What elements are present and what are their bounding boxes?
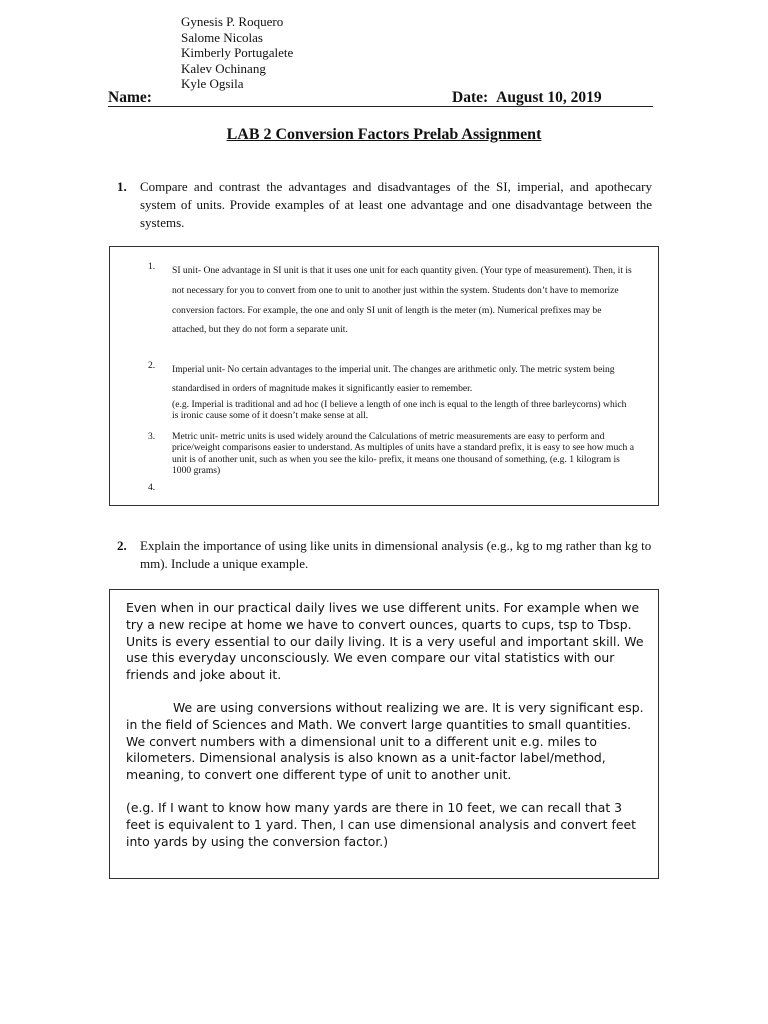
- answer-box-1: [109, 246, 659, 506]
- member-name: Gynesis P. Roquero: [181, 14, 284, 29]
- question-text: Explain the importance of using like units in dimensional analysis (e.g., kg to mg rather than kg to mm). Include a unique example.: [140, 538, 652, 571]
- date-field: [452, 89, 602, 107]
- group-member-names: [181, 14, 293, 92]
- list-number: 1.: [148, 261, 156, 272]
- question-text: Compare and contrast the advantages and disadvantages of the SI, imperial, and apothecary system of units. Provide examples of at least one advantage and one disadvantage between the systems.: [140, 179, 652, 230]
- list-number: 2.: [148, 360, 156, 371]
- list-item-text-part: Imperial unit- No certain advantages to the imperial unit. The changes are arithmetic only. The metric system being standardised in orders of magnitude makes it significantly easier to remember.: [172, 364, 615, 395]
- answer-paragraph: We are using conversions without realizing we are. It is very significant esp. in the field of Sciences and Math. We convert large quantities to small quantities. We convert numbers with a dimensional unit to a different unit e.g. miles to kilometers. Dimensional analysis is also known as a unit-factor label/method, meaning, to convert one different type of unit to another unit.: [126, 699, 644, 783]
- member-name: Salome Nicolas: [181, 29, 263, 45]
- list-number: 4.: [148, 482, 156, 493]
- member-name: Kyle Ogsila: [181, 76, 244, 92]
- answer-box-2: [109, 589, 659, 879]
- member-name: Kalev Ochinang: [181, 60, 266, 76]
- name-label: Name:: [108, 89, 152, 106]
- date-value: August 10, 2019: [496, 89, 602, 106]
- list-item-text: [172, 360, 634, 422]
- date-label: Date:: [452, 89, 489, 106]
- question-number: 2.: [117, 538, 127, 553]
- answer-paragraph: (e.g. If I want to know how many yards are there in 10 feet, we can recall that 3 feet is equivalent to 1 yard. Then, I can use dimensional analysis and convert feet into yards by using the conversion factor.): [126, 799, 636, 849]
- list-item-text: SI unit- One advantage in SI unit is that it uses one unit for each quantity given. (Your type of measurement). Then, it is not necessary for you to convert from one to unit to another just within the system. Students don’t have to memorize conversion factors. For example, the one and only SI unit of length is the meter (m). Numerical prefixes may be attached, but they do not form a separate unit.: [172, 265, 632, 336]
- list-item-text: Metric unit- metric units is used widely around the Calculations of metric measurements are easy to perform and price/weight comparisons easier to understand. As multiples of units have a standard prefix, it is easy to see how much a unit is of another unit, such as when you see the kilo- prefix, it means one thousand of something, (e.g. 1 kilogram is 1000 grams): [172, 431, 634, 477]
- member-name: Kimberly Portugalete: [181, 45, 294, 61]
- name-underline: [108, 106, 653, 107]
- question-number: 1.: [117, 179, 127, 194]
- answer-paragraph: Even when in our practical daily lives we use different units. For example when we try a new recipe at home we have to convert ounces, quarts to cups, tsp to Tbsp. Units is every essential to our daily living. It is a very useful and important skill. We use this everyday unconsciously. We even compare our vital statistics with our friends and joke about it.: [126, 600, 644, 683]
- list-number: 3.: [148, 431, 156, 442]
- page-title: LAB 2 Conversion Factors Prelab Assignment: [226, 126, 542, 143]
- list-item-text-part: (e.g. Imperial is traditional and ad hoc (I believe a length of one inch is equal to the length of three barleycorns) which is ironic cause some of it doesn’t make sense at all.: [172, 398, 627, 422]
